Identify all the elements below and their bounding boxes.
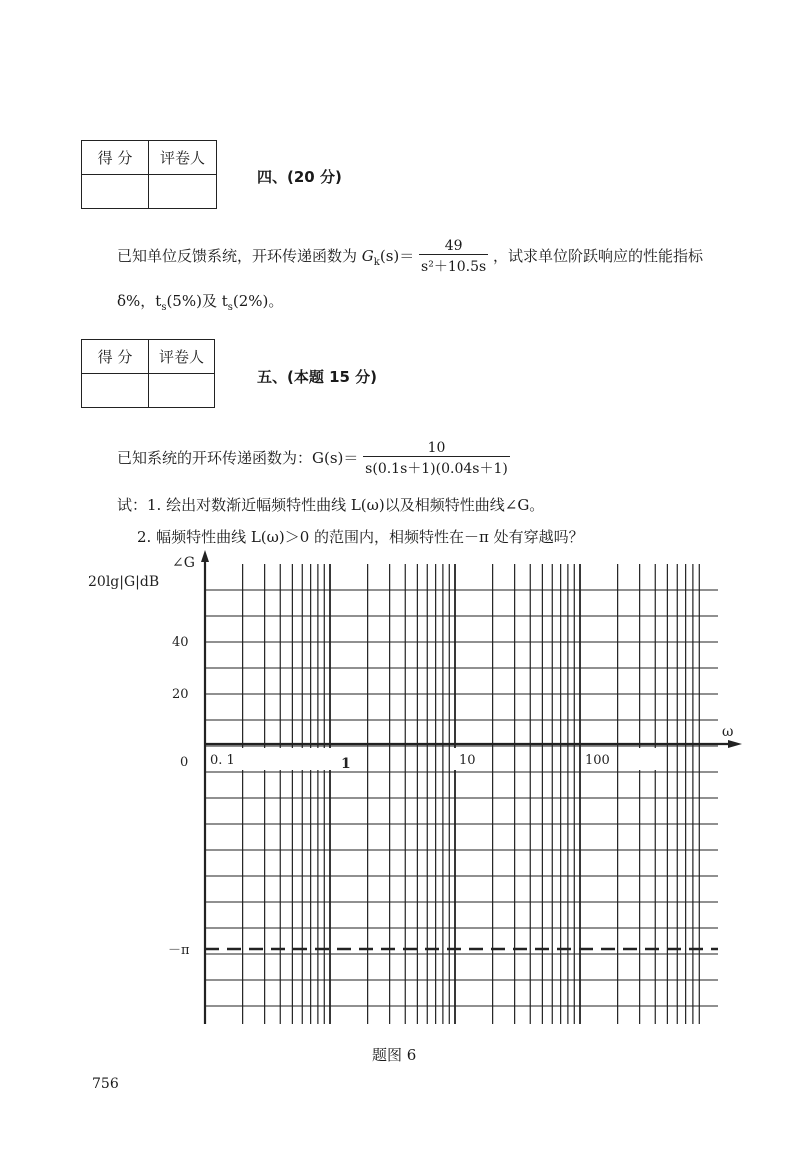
- line2-mid: (5%)及 t: [166, 292, 228, 310]
- score-cell: [82, 374, 149, 408]
- ylabel: 20lg|G|dB: [88, 574, 160, 590]
- tf-denominator: s(0.1s＋1)(0.04s＋1): [363, 456, 510, 478]
- line2-sub2: s: [227, 302, 233, 313]
- figure-caption: 题图 6: [372, 1046, 417, 1064]
- y-tick-0: 0: [180, 755, 189, 770]
- ylabel-top: ∠G: [172, 555, 195, 571]
- score-table-section4: [81, 140, 217, 209]
- axes: [201, 550, 742, 1024]
- x-tick-100: 100: [585, 753, 610, 768]
- section5-problem: [117, 440, 510, 478]
- tf-numerator: 10: [427, 440, 446, 456]
- y-tick-40: 40: [172, 635, 189, 650]
- x-label-bg-100: [628, 748, 662, 770]
- tf-numerator: 49: [444, 238, 463, 254]
- section4-problem-line1: [117, 238, 703, 276]
- line2-start: δ%，t: [117, 292, 162, 310]
- tf-symbol: G: [361, 247, 374, 265]
- tf-subscript: k: [373, 257, 380, 268]
- grid-lines: [205, 564, 718, 1024]
- line2-sub1: s: [161, 302, 167, 313]
- x-axis-arrow: [728, 740, 742, 748]
- section5-title: 五、(本题 15 分): [257, 368, 378, 386]
- problem-intro: 已知单位反馈系统，开环传递函数为: [117, 247, 358, 265]
- score-table-section5: [81, 339, 215, 408]
- tf-arg: (s)＝: [379, 247, 415, 265]
- section5-question1: 试：1. 绘出对数渐近幅频特性曲线 L(ω)以及相频特性曲线∠G。: [117, 496, 545, 514]
- section4-title: 四、(20 分): [257, 168, 342, 186]
- x-tick-10: 10: [459, 753, 476, 768]
- problem-after: ，试求单位阶跃响应的性能指标: [492, 247, 703, 265]
- x-tick-1: 1: [341, 756, 351, 772]
- page-number: 756: [92, 1076, 119, 1092]
- section5-question2: 2. 幅频特性曲线 L(ω)＞0 的范围内，相频特性在－π 处有穿越吗？: [137, 528, 584, 546]
- y-axis-arrow: [201, 550, 209, 562]
- tf-lhs: [361, 247, 415, 268]
- problem-intro: 已知系统的开环传递函数为：G(s)＝: [117, 449, 359, 467]
- score-cell: [82, 175, 149, 209]
- tf-denominator: s²＋10.5s: [419, 254, 488, 276]
- grader-header: 评卷人: [149, 340, 215, 374]
- score-header: 得 分: [82, 141, 149, 175]
- grader-cell: [149, 374, 215, 408]
- x-tick-0.1: 0. 1: [210, 753, 235, 768]
- y-tick-20: 20: [172, 687, 189, 702]
- section4-problem-line2: [117, 290, 283, 313]
- tf-fraction: [419, 238, 488, 276]
- bode-grid-chart: [0, 540, 800, 1060]
- grader-header: 评卷人: [149, 141, 217, 175]
- xlabel: ω: [722, 724, 734, 740]
- line2-end: (2%)。: [232, 292, 284, 310]
- y-tick-minus-pi: －π: [168, 943, 190, 958]
- tf-fraction: [363, 440, 510, 478]
- grader-cell: [149, 175, 217, 209]
- score-header: 得 分: [82, 340, 149, 374]
